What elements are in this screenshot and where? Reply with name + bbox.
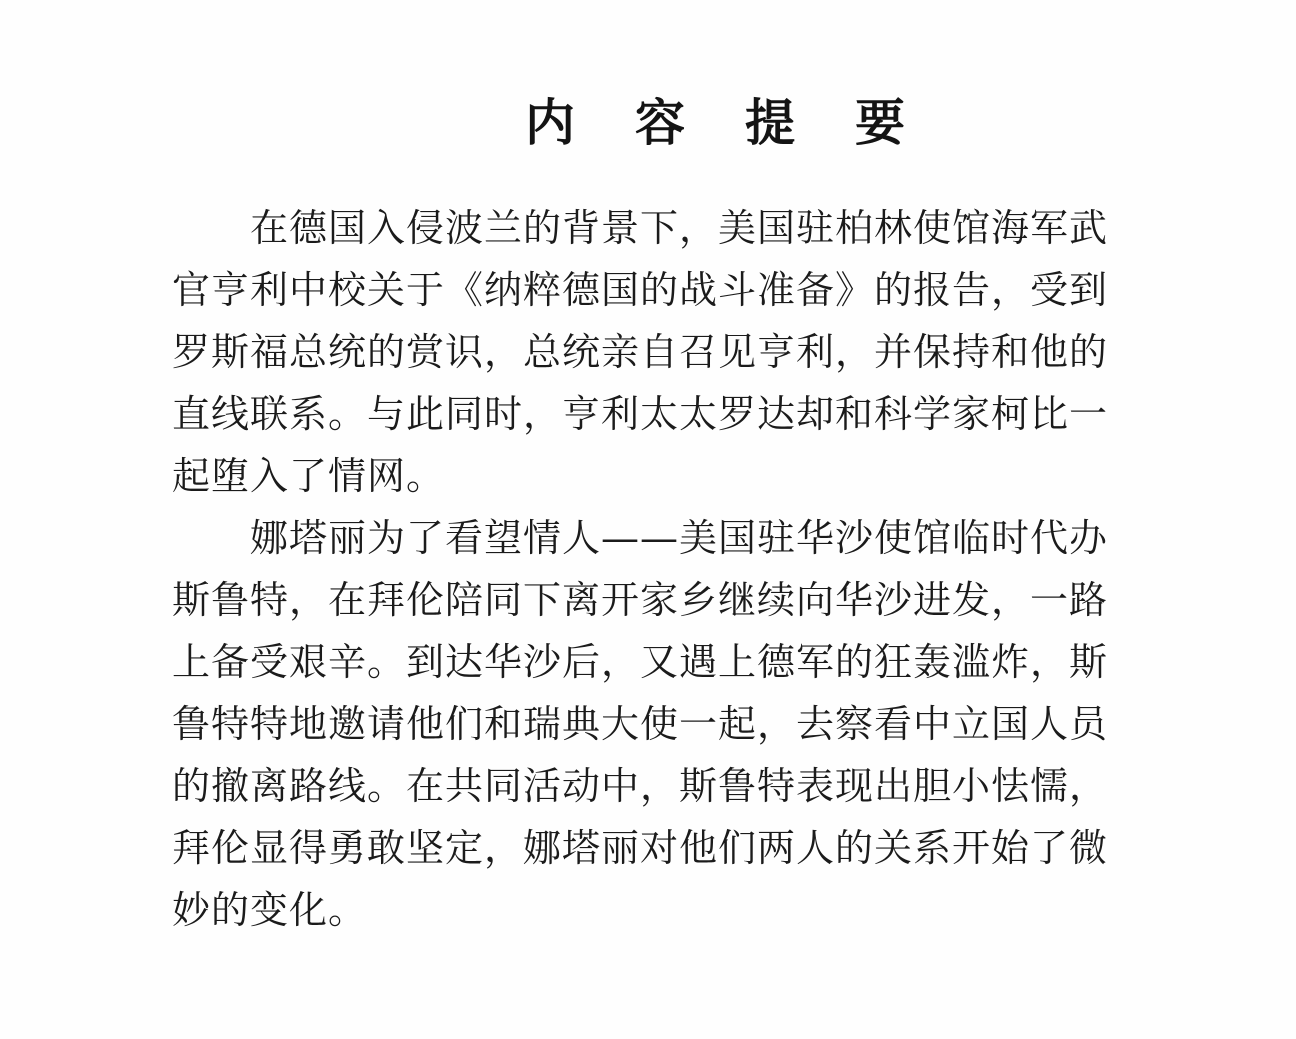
text-line: 官亨利中校关于《纳粹德国的战斗准备》的报告，受到 xyxy=(172,268,1109,312)
text-line: 鲁特特地邀请他们和瑞典大使一起，去察看中立国人员 xyxy=(172,702,1109,746)
summary-body xyxy=(172,197,1264,941)
paragraph-2 xyxy=(172,507,1264,941)
text-line: 罗斯福总统的赏识，总统亲自召见亨利，并保持和他的 xyxy=(172,330,1109,374)
paragraph-1 xyxy=(172,197,1264,507)
title-char: 容 xyxy=(635,94,685,152)
title-char: 要 xyxy=(855,94,905,152)
text-line: 的撤离路线。在共同活动中，斯鲁特表现出胆小怯懦， xyxy=(172,764,1109,808)
text-line: 斯鲁特，在拜伦陪同下离开家乡继续向华沙进发，一路 xyxy=(172,578,1109,622)
page-title xyxy=(520,88,910,150)
text-line: 直线联系。与此同时，亨利太太罗达却和科学家柯比一 xyxy=(172,392,1109,436)
text-line: 上备受艰辛。到达华沙后，又遇上德军的狂轰滥炸，斯 xyxy=(172,640,1109,684)
title-char: 内 xyxy=(525,94,575,152)
text-line: 起堕入了情网。 xyxy=(172,454,446,498)
text-line: 在德国入侵波兰的背景下，美国驻柏林使馆海军武 xyxy=(172,206,1109,250)
text-line: 娜塔丽为了看望情人——美国驻华沙使馆临时代办 xyxy=(172,516,1109,560)
title-char: 提 xyxy=(745,94,795,152)
text-line: 妙的变化。 xyxy=(172,888,368,932)
text-line: 拜伦显得勇敢坚定，娜塔丽对他们两人的关系开始了微 xyxy=(172,826,1109,870)
